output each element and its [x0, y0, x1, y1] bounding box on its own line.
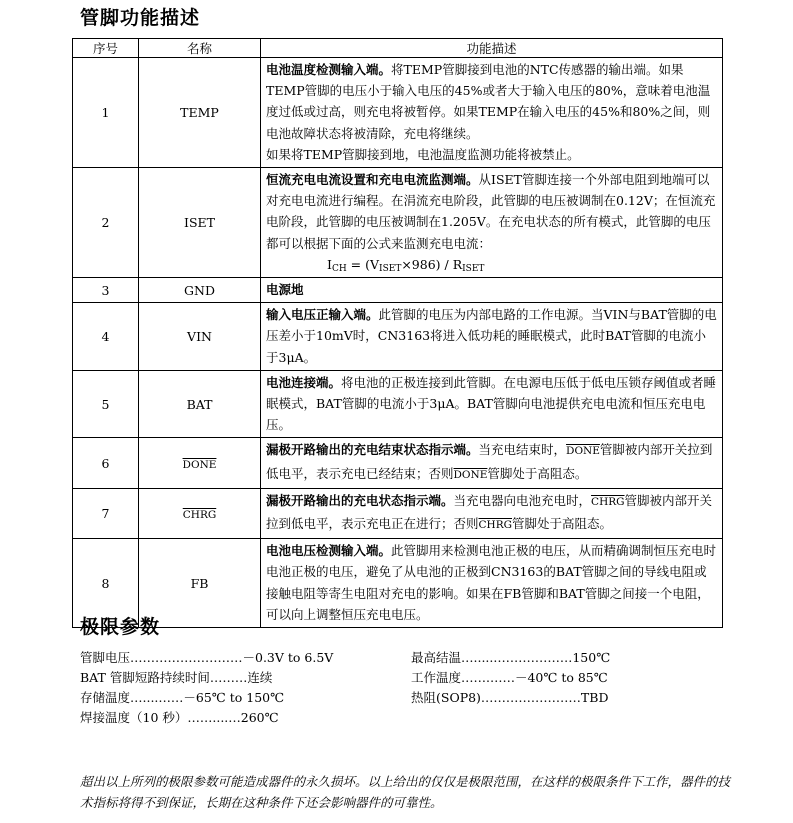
chrg-pin-ref: CHRG — [478, 519, 512, 532]
table-row — [73, 438, 723, 488]
pin-name: FB — [139, 539, 261, 628]
pin-name — [139, 488, 261, 538]
pin-description — [261, 58, 723, 168]
pin-text: 将电池的正极连接到此管脚。在电源电压低于低电压锁存阈值或者睡眠模式，BAT管脚的电流小于3μA。BAT管脚向电池提供充电电流和恒压充电电压。 — [266, 374, 717, 433]
pin-number: 4 — [73, 303, 139, 371]
pin-text: 从ISET管脚连接一个外部电阻到地端可以对充电电流进行编程。在涓流充电阶段，此管脚的电压被调制在0.12V；在恒流充电阶段，此管脚的电压被调制在1.205V。在充电状态的所有模式，此管脚的电压都可以根据下面的公式来监测充电电流： — [266, 172, 716, 251]
charge-current-formula: $I_{CH} = (V_{ISET}\times 986) / R_{ISET}$ — [327, 256, 485, 274]
pin-function-title: 管脚功能描述 — [80, 7, 201, 29]
pin-extra: 如果将TEMP管脚接到地，电池温度监测功能将被禁止。 — [266, 146, 580, 162]
header-name: 名称 — [139, 39, 261, 58]
pin-lead: 漏极开路输出的充电结束状态指示端。 — [266, 442, 479, 458]
pin-text: 此管脚的电压为内部电路的工作电源。当VIN与BAT管脚的电压差小于10mV时，CN3163将进入低功耗的睡眠模式，此时BAT管脚的电流小于3μA。 — [266, 307, 717, 365]
pin-lead: 漏极开路输出的充电状态指示端。 — [266, 492, 454, 508]
pin-name: GND — [139, 278, 261, 303]
pin-lead: 电池电压检测输入端。 — [266, 543, 392, 559]
pin-lead: 电池连接端。 — [266, 374, 342, 390]
table-header-row — [73, 39, 723, 58]
pin-description: 漏极开路输出的充电状态指示端。当充电器向电池充电时，CHRG管脚被内部开关拉到低电平，表示充电正在进行；否则CHRG管脚处于高阻态。 — [261, 488, 723, 538]
pin-lead: 恒流充电电流设置和充电电流监测端。 — [266, 172, 479, 188]
pin-name: VIN — [139, 303, 261, 371]
pin-description: 漏极开路输出的充电结束状态指示端。当充电结束时，DONE管脚被内部开关拉到低电平，表示充电已经结束；否则DONE管脚处于高阻态。 — [261, 438, 723, 488]
table-row — [73, 168, 723, 278]
pin-lead: 输入电压正输入端。 — [266, 307, 379, 323]
table-row — [73, 539, 723, 628]
limit-max-junction-temp: 最高结温…......………………150℃ — [411, 650, 611, 665]
table-row — [73, 303, 723, 371]
done-pin-ref: DONE — [566, 445, 600, 458]
pin-number: 3 — [73, 278, 139, 303]
limit-thermal-resistance: 热阻(SOP8)……………………TBD — [411, 690, 609, 705]
chrg-pin-label: CHRG — [182, 509, 217, 522]
pin-description — [261, 278, 723, 303]
pin-function-table — [72, 38, 723, 628]
pin-description — [261, 303, 723, 371]
done-pin-ref: DONE — [453, 468, 488, 481]
pin-number: 5 — [73, 370, 139, 438]
pin-text: 此管脚用来检测电池正极的电压，从而精确调制恒压充电时电池正极的电压，避免了从电池的正极到CN3163的BAT管脚之间的导线电阻或接触电阻等寄生电阻对充电的影响。如果在FB管脚和BAT管脚之间接一个电阻，可以向上调整恒压充电电压。 — [266, 543, 717, 622]
limit-pin-voltage: 管脚电压………………………－0.3V to 6.5V — [80, 650, 334, 665]
table-row — [73, 488, 723, 538]
pin-lead: 电池温度检测输入端。 — [266, 62, 392, 77]
pin-name: BAT — [139, 370, 261, 438]
table-row — [73, 370, 723, 438]
pin-number: 2 — [73, 168, 139, 278]
table-row — [73, 58, 723, 168]
limit-operating-temp: 工作温度…….……－40℃ to 85℃ — [411, 670, 608, 685]
pin-description — [261, 539, 723, 628]
pin-name: ISET — [139, 168, 261, 278]
pin-number: 8 — [73, 539, 139, 628]
limit-storage-temp: 存储温度…....……－65℃ to 150℃ — [80, 690, 285, 705]
pin-number: 7 — [73, 488, 139, 538]
pin-name — [139, 438, 261, 488]
limit-solder-temp: 焊接温度（10 秒）……....…260℃ — [80, 710, 279, 725]
chrg-pin-ref: CHRG — [591, 495, 625, 508]
header-num: 序号 — [73, 39, 139, 58]
pin-lead: 电源地 — [266, 282, 304, 298]
pin-name: TEMP — [139, 58, 261, 168]
pin-number: 1 — [73, 58, 139, 168]
limit-bat-short-duration: BAT 管脚短路持续时间………连续 — [80, 670, 273, 685]
done-pin-label: DONE — [182, 458, 217, 471]
pin-description — [261, 370, 723, 438]
limits-warning-note: 超出以上所列的极限参数可能造成器件的永久损坏。以上给出的仅仅是极限范围，在这样的极限条件下工作，器件的技术指标将得不到保证，长期在这种条件下还会影响器件的可靠性。 — [80, 774, 731, 810]
header-desc: 功能描述 — [261, 39, 723, 58]
pin-text: 将TEMP管脚接到电池的NTC传感器的输出端。如果TEMP管脚的电压小于输入电压的45%或者大于输入电压的80%，意味着电池温度过低或过高，则充电将被暂停。如果TEMP在输入电压的45%和80%之间，则电池故障状态将被清除，充电将继续。 — [266, 62, 711, 141]
absolute-limits-title: 极限参数 — [80, 616, 161, 638]
table-row — [73, 278, 723, 303]
pin-number: 6 — [73, 438, 139, 488]
pin-description — [261, 168, 723, 278]
